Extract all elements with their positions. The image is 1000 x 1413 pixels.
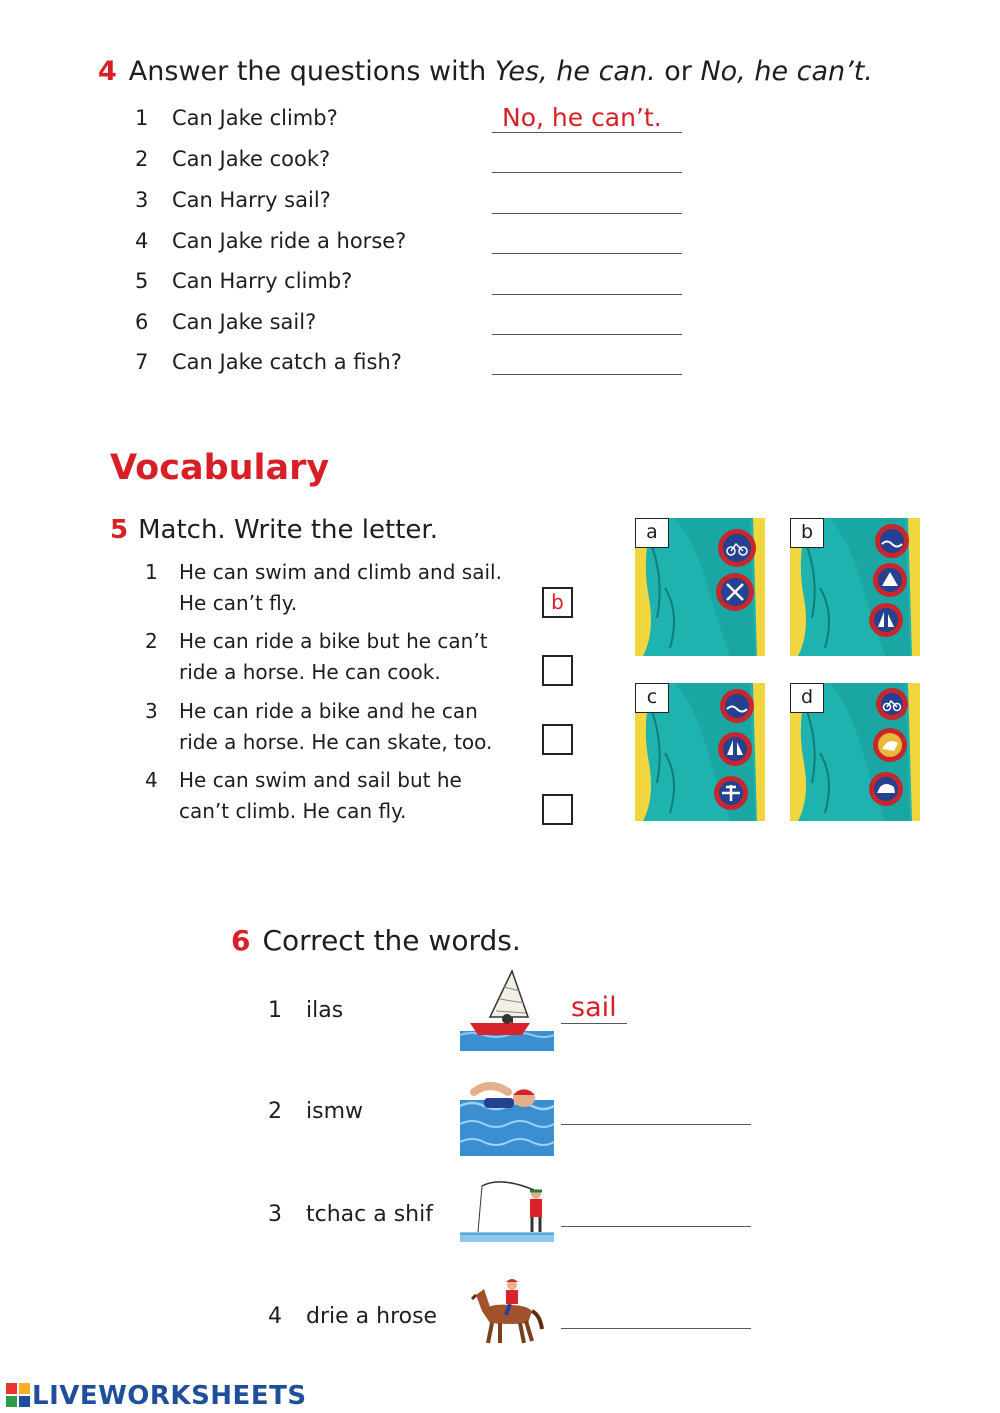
sentence-line: He can ride a bike but he can’t bbox=[179, 629, 488, 653]
question-text: Can Jake sail? bbox=[172, 310, 317, 334]
picture-panel-b bbox=[790, 518, 920, 656]
answer-text: sail bbox=[571, 992, 617, 1023]
scrambled-word: ilas bbox=[306, 998, 344, 1023]
question-row bbox=[135, 229, 406, 253]
scrambled-word: drie a hrose bbox=[306, 1304, 438, 1329]
question-number: 7 bbox=[135, 350, 149, 374]
answer-box[interactable] bbox=[542, 587, 573, 618]
answer-text: No, he can’t. bbox=[502, 103, 662, 132]
question-number: 5 bbox=[135, 269, 149, 293]
picture-panel-c bbox=[635, 683, 765, 821]
exercise-number: 4 bbox=[98, 56, 117, 87]
question-row bbox=[135, 106, 338, 130]
match-sentence bbox=[145, 696, 535, 758]
fishing-icon bbox=[460, 1176, 554, 1260]
question-row bbox=[135, 269, 352, 293]
question-text: Can Harry climb? bbox=[172, 269, 353, 293]
logo-text: LIVEWORKSHEETS bbox=[32, 1381, 307, 1411]
instruction-or: or bbox=[655, 56, 701, 87]
sentence-line: He can swim and climb and sail. bbox=[179, 560, 502, 584]
question-number: 1 bbox=[135, 106, 149, 130]
question-text: Can Jake cook? bbox=[172, 147, 331, 171]
sentence-number: 3 bbox=[145, 699, 158, 723]
question-text: Can Jake ride a horse? bbox=[172, 229, 407, 253]
answer-field[interactable] bbox=[492, 253, 682, 254]
answer-field[interactable] bbox=[492, 374, 682, 375]
answer-field[interactable] bbox=[561, 1226, 751, 1227]
answer-box[interactable] bbox=[542, 794, 573, 825]
exercise-number: 5 bbox=[110, 515, 129, 545]
panel-label: b bbox=[790, 518, 824, 548]
panel-label: d bbox=[790, 683, 824, 713]
word-number: 4 bbox=[268, 1304, 282, 1329]
horse-rider-icon bbox=[470, 1277, 546, 1347]
match-sentence bbox=[145, 626, 535, 688]
scrambled-word: ismw bbox=[306, 1099, 363, 1124]
sailing-boat-icon bbox=[460, 967, 554, 1051]
answer-field[interactable] bbox=[492, 294, 682, 295]
sentence-number: 4 bbox=[145, 768, 158, 792]
question-number: 3 bbox=[135, 188, 149, 212]
answer-field[interactable] bbox=[492, 172, 682, 173]
swimmer-icon bbox=[460, 1072, 554, 1156]
logo-icon bbox=[6, 1383, 30, 1407]
exercise-number: 6 bbox=[231, 924, 251, 957]
answer-field[interactable] bbox=[492, 103, 682, 133]
sentence-line: ride a horse. He can cook. bbox=[179, 660, 441, 684]
answer-field[interactable] bbox=[561, 1328, 751, 1329]
answer-box[interactable] bbox=[542, 724, 573, 755]
answer-letter: b bbox=[551, 590, 564, 614]
answer-field[interactable] bbox=[492, 334, 682, 335]
answer-box[interactable] bbox=[542, 655, 573, 686]
answer-field[interactable] bbox=[561, 1124, 751, 1125]
question-row bbox=[135, 310, 316, 334]
question-text: Can Jake catch a fish? bbox=[172, 350, 402, 374]
question-text: Can Jake climb? bbox=[172, 106, 338, 130]
match-sentence bbox=[145, 557, 535, 619]
sentence-line: He can swim and sail but he bbox=[179, 768, 462, 792]
match-sentence bbox=[145, 765, 535, 827]
sentence-line: He can ride a bike and he can bbox=[179, 699, 478, 723]
question-text: Can Harry sail? bbox=[172, 188, 331, 212]
answer-field[interactable] bbox=[492, 213, 682, 214]
exercise-4-heading bbox=[98, 56, 873, 87]
sentence-number: 2 bbox=[145, 629, 158, 653]
exercise-6-heading bbox=[231, 924, 521, 957]
answer-field[interactable] bbox=[561, 992, 627, 1024]
panel-label: a bbox=[635, 518, 669, 548]
sentence-line: can’t climb. He can fly. bbox=[179, 799, 407, 823]
question-number: 2 bbox=[135, 147, 149, 171]
instruction-text: Answer the questions with bbox=[128, 56, 495, 87]
sentence-line: He can’t fly. bbox=[179, 591, 298, 615]
question-number: 4 bbox=[135, 229, 149, 253]
panel-label: c bbox=[635, 683, 669, 713]
exercise-5-heading bbox=[110, 515, 438, 545]
scrambled-word: tchac a shif bbox=[306, 1202, 433, 1227]
word-item bbox=[268, 998, 343, 1023]
word-number: 3 bbox=[268, 1202, 282, 1227]
section-title: Vocabulary bbox=[110, 448, 330, 488]
word-item bbox=[268, 1099, 363, 1124]
word-item bbox=[268, 1202, 433, 1227]
question-number: 6 bbox=[135, 310, 149, 334]
picture-panel-d bbox=[790, 683, 920, 821]
word-number: 1 bbox=[268, 998, 282, 1023]
sentence-number: 1 bbox=[145, 560, 158, 584]
instruction-yes: Yes, he can. bbox=[494, 56, 656, 87]
sentence-line: ride a horse. He can skate, too. bbox=[179, 730, 493, 754]
word-item bbox=[268, 1304, 437, 1329]
question-row bbox=[135, 188, 331, 212]
question-row bbox=[135, 147, 330, 171]
question-row bbox=[135, 350, 402, 374]
instruction-text: Match. Write the letter. bbox=[138, 515, 438, 545]
picture-panel-a bbox=[635, 518, 765, 656]
word-number: 2 bbox=[268, 1099, 282, 1124]
instruction-text: Correct the words. bbox=[262, 924, 521, 957]
instruction-no: No, he can’t. bbox=[700, 56, 873, 87]
